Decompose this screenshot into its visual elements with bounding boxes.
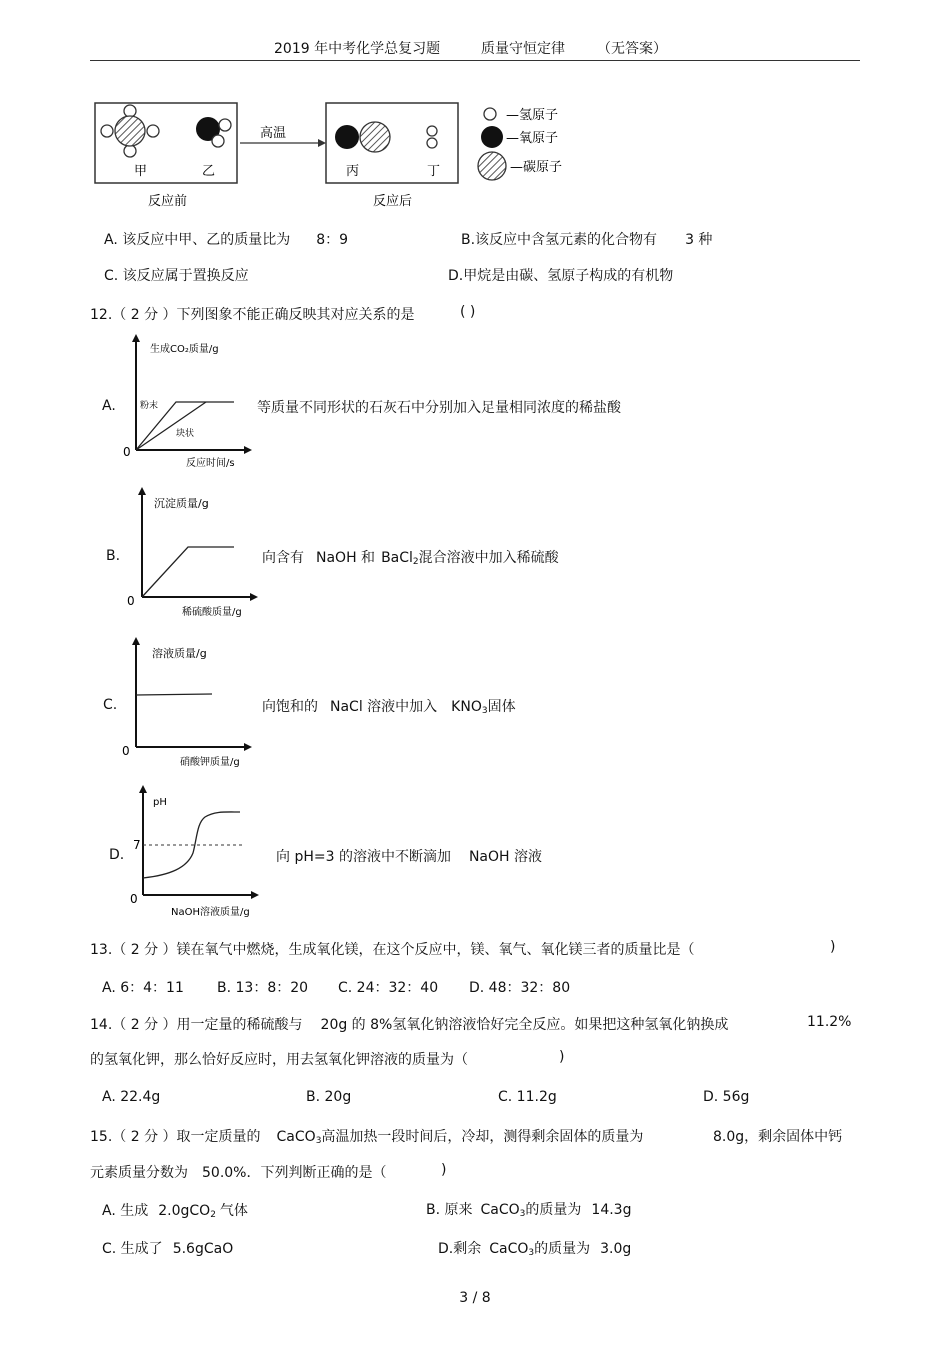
q13-bracket: )	[830, 939, 836, 955]
q12-graph-b	[122, 485, 267, 620]
label-bing: 丙	[346, 164, 360, 179]
line-precipitate	[142, 547, 234, 597]
hydrogen-atom	[212, 135, 224, 147]
q11-option-b[interactable]: B.该反应中含氢元素的化合物有 3 种	[461, 232, 713, 248]
xlabel: 硝酸钾质量/g	[180, 757, 240, 768]
ylabel: 溶液质量/g	[152, 647, 207, 660]
label-before: 反应前	[148, 194, 188, 209]
q12-option-a-letter[interactable]: A.	[102, 398, 116, 414]
q12-option-c-letter[interactable]: C.	[103, 697, 118, 713]
hydrogen-atom	[219, 119, 231, 131]
label-jia: 甲	[134, 164, 148, 179]
q14-option-c[interactable]: C. 11.2g	[498, 1089, 557, 1105]
y-arrow	[138, 487, 146, 495]
q14-bracket: )	[559, 1049, 565, 1065]
q12-stem: 12.（ 2 分 ）下列图象不能正确反映其对应关系的是	[90, 307, 415, 323]
q11-option-d[interactable]: D.甲烷是由碳、氢原子构成的有机物	[448, 268, 674, 284]
q12-option-a-text: 等质量不同形状的石灰石中分别加入足量相同浓度的稀盐酸	[257, 400, 621, 416]
q12-bracket: ( )	[460, 304, 476, 320]
q12-graph-d	[125, 783, 275, 923]
q12-option-d-letter[interactable]: D.	[109, 847, 125, 863]
q13-stem: 13.（ 2 分 ）镁在氧气中燃烧，生成氧化镁，在这个反应中，镁、氧气、氧化镁三者的质量比是（	[90, 942, 695, 958]
legend-carbon-icon	[478, 152, 506, 180]
q13-option-b[interactable]: B. 13：8：20	[217, 980, 309, 996]
label-powder: 粉末	[140, 401, 159, 411]
y-arrow	[132, 637, 140, 645]
label-lump: 块状	[176, 429, 195, 439]
ylabel: 沉淀质量/g	[154, 497, 209, 510]
oxygen-atom	[335, 125, 359, 149]
label-ding: 丁	[427, 164, 441, 179]
x-arrow	[244, 743, 252, 751]
q14-stem-line2: 的氢氧化钾，那么恰好反应时，用去氢氧化钾溶液的质量为（	[90, 1052, 468, 1068]
q12-graph-a	[118, 332, 258, 472]
q14-percent: 11.2%	[807, 1014, 852, 1030]
arrow-label: 高温	[260, 126, 287, 141]
page-number: 3 / 8	[459, 1290, 491, 1306]
legend-hydrogen-icon	[484, 108, 496, 120]
legend-oxygen-icon	[481, 126, 503, 148]
q14-stem-line1: 14.（ 2 分 ）用一定量的稀硫酸与 20g 的 8%氢氧化钠溶液恰好完全反应。如果把这种氢氧化钠换成	[90, 1017, 729, 1033]
hydrogen-atom	[147, 125, 159, 137]
q15-option-c[interactable]: C. 生成了 5.6gCaO	[102, 1241, 234, 1257]
hydrogen-atom	[101, 125, 113, 137]
line-solution	[136, 694, 212, 695]
q15-option-d[interactable]: D.剩余 CaCO$_3$的质量为 3.0g	[438, 1241, 632, 1258]
arrow-head	[318, 139, 326, 147]
ylabel: pH	[153, 797, 167, 808]
y-arrow	[132, 334, 140, 342]
q14-option-b[interactable]: B. 20g	[306, 1089, 352, 1105]
header-topic: 质量守恒定律	[481, 41, 565, 57]
header-note: （无答案）	[597, 41, 667, 57]
q13-option-a[interactable]: A. 6：4：11	[102, 980, 184, 996]
y-arrow	[139, 785, 147, 793]
q13-option-d[interactable]: D. 48：32：80	[469, 980, 571, 996]
header-rule	[90, 60, 860, 61]
q13-option-c[interactable]: C. 24：32：40	[338, 980, 439, 996]
q12-option-b-text: 向含有 NaOH 和 BaCl$_2$混合溶液中加入稀硫酸	[262, 550, 559, 567]
xlabel: 反应时间/s	[186, 458, 235, 469]
label-yi: 乙	[202, 164, 216, 179]
hydrogen-atom	[124, 145, 136, 157]
q15-option-b[interactable]: B. 原来 CaCO$_3$的质量为 14.3g	[426, 1202, 632, 1219]
origin: 0	[130, 892, 138, 906]
xlabel: NaOH溶液质量/g	[171, 907, 250, 918]
q14-option-a[interactable]: A. 22.4g	[102, 1089, 161, 1105]
q12-option-b-letter[interactable]: B.	[106, 548, 121, 564]
xlabel: 稀硫酸质量/g	[182, 607, 242, 618]
carbon-atom	[360, 122, 390, 152]
legend-oxygen: —氧原子	[506, 131, 559, 146]
legend-carbon: —碳原子	[510, 160, 563, 175]
origin: 0	[127, 594, 135, 608]
x-arrow	[250, 593, 258, 601]
q12-graph-c	[118, 635, 263, 770]
q12-option-d-text: 向 pH=3 的溶液中不断滴加 NaOH 溶液	[276, 849, 543, 865]
origin: 0	[122, 744, 130, 758]
ylabel: 生成CO₂质量/g	[150, 344, 219, 355]
hydrogen-atom	[427, 138, 437, 148]
origin: 0	[123, 445, 131, 459]
hydrogen-atom	[427, 126, 437, 136]
reaction-diagram	[90, 95, 610, 220]
label-after: 反应后	[373, 194, 413, 209]
q11-option-c[interactable]: C. 该反应属于置换反应	[104, 268, 249, 284]
legend-hydrogen: —氢原子	[506, 108, 559, 123]
x-arrow	[251, 891, 259, 899]
q15-stem-line1: 15.（ 2 分 ）取一定质量的 CaCO$_3$高温加热一段时间后，冷却，测得剩余固体的质量为	[90, 1129, 644, 1146]
hydrogen-atom	[124, 105, 136, 117]
q11-option-a[interactable]: A. 该反应中甲、乙的质量比为 8：9	[104, 232, 349, 248]
carbon-atom	[115, 116, 145, 146]
q15-stem-line2: 元素质量分数为 50.0%．下列判断正确的是（	[90, 1165, 387, 1181]
q14-option-d[interactable]: D. 56g	[703, 1089, 750, 1105]
x-arrow	[244, 446, 252, 454]
q15-option-a[interactable]: A. 生成 2.0gCO$_2$ 气体	[102, 1203, 248, 1220]
q15-stem-line1-end: 8.0g，剩余固体中钙	[713, 1129, 843, 1145]
seven-label: 7	[133, 838, 141, 852]
q12-option-c-text: 向饱和的 NaCl 溶液中加入 $KNO_3$固体	[262, 699, 516, 716]
q15-bracket: )	[441, 1162, 447, 1178]
header-title: 2019 年中考化学总复习题	[274, 41, 441, 57]
